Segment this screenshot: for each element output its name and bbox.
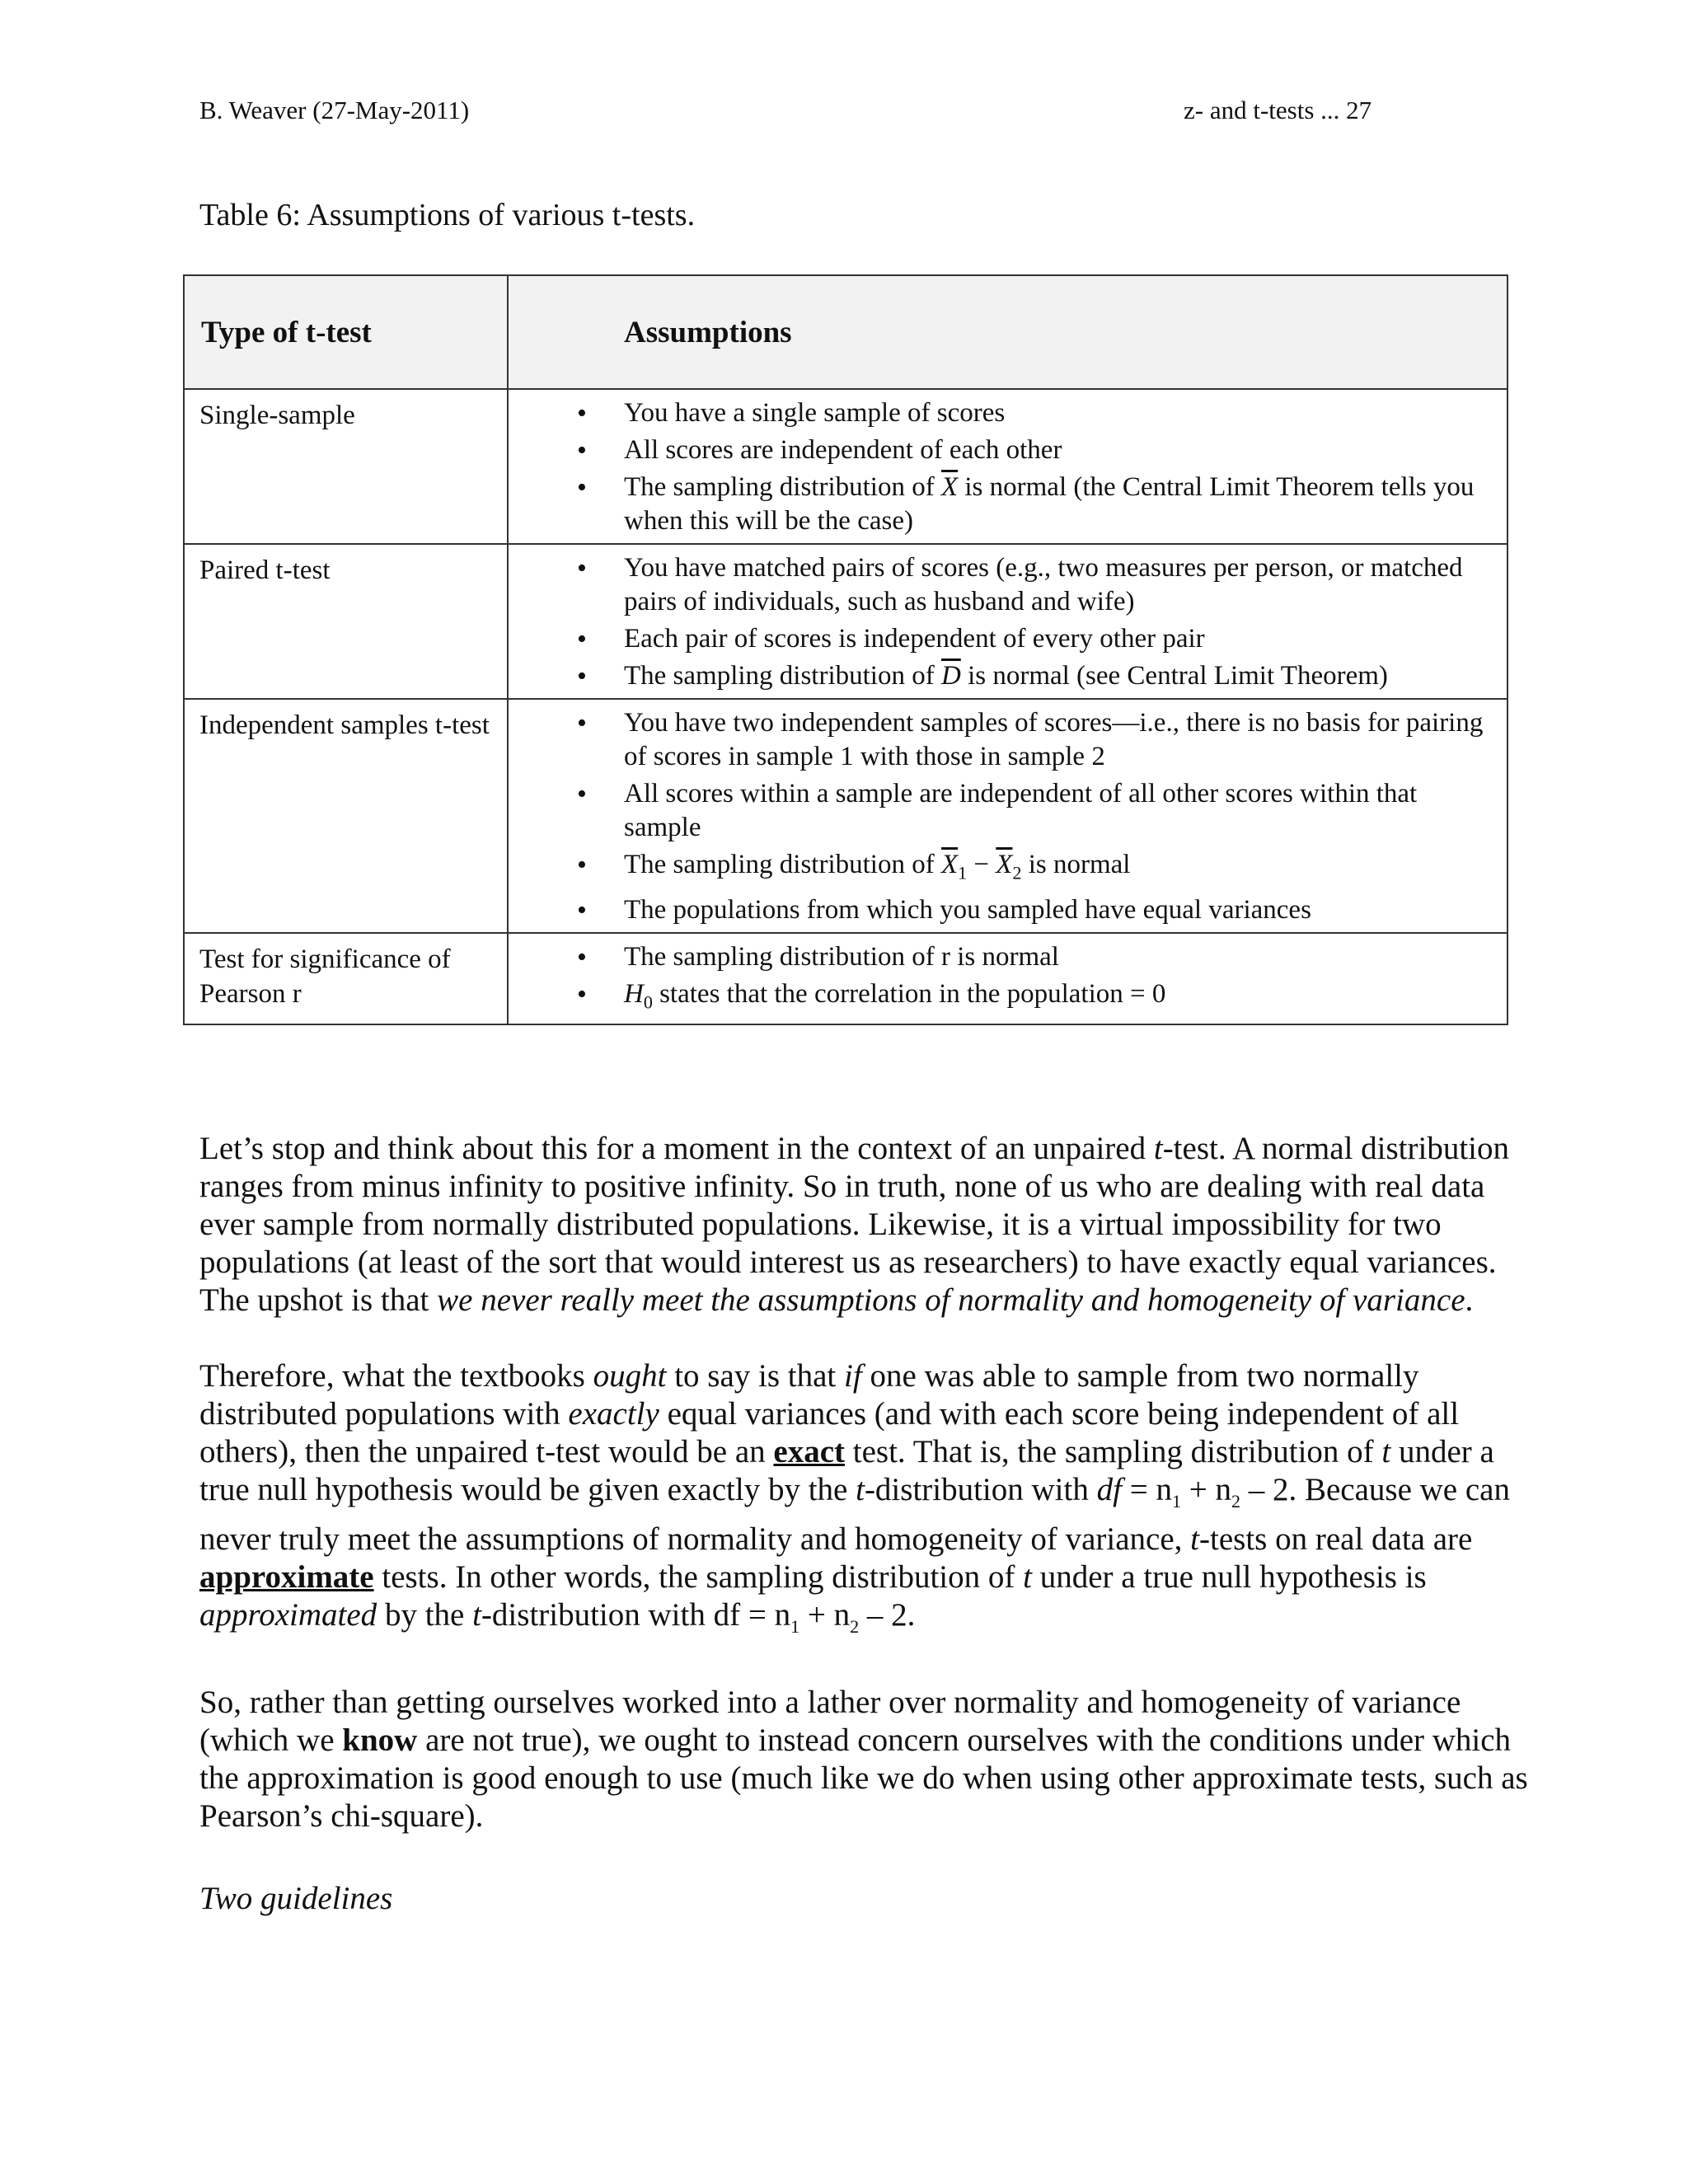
text-run: t [1190,1521,1200,1557]
test-type-cell: Single-sample [184,389,508,544]
column-header-type: Type of t-test [184,275,508,389]
text-run: -test. A normal distribution ranges from minus infinity to positive infinity. So in truth, none of us who are dealing with real data ever sample from normally distributed populations. Likewise, it is a virtual impossibility for two populations (at least of the sort that would interest us as researchers) to have exactly equal variances. The upshot is that [199,1131,1510,1318]
text-run: under a true null hypothesis is [1031,1558,1427,1595]
text-run: ought [593,1358,667,1394]
text-run: . [1465,1282,1474,1318]
text-run: t [472,1596,481,1633]
text-run: + n [1180,1472,1231,1507]
assumption-text: The sampling distribution of [624,661,941,691]
assumption-item [509,977,1489,1019]
text-run: 2 [850,1615,860,1637]
text-run: under a true null hypothesis would be given exactly by the [199,1434,1494,1507]
text-run: t [1023,1558,1032,1595]
text-run: t [856,1472,865,1507]
assumption-text: The sampling distribution of [624,850,941,879]
subscript: 1 [958,862,968,883]
assumption-item: • All scores are independent of each other [509,434,1489,467]
x2-bar-symbol: $\overline{X}$ [996,850,1013,879]
text-run: df [1096,1472,1122,1507]
column-header-assumptions: Assumptions [508,275,1507,389]
assumptions-cell [508,544,1507,699]
assumption-text: is normal (the Central Limit Theorem tells you when this will be the case) [624,472,1475,536]
test-type-cell: Test for significance of Pearson r [184,933,508,1025]
assumption-text: is normal [1021,850,1131,879]
assumption-item: • The sampling distribution of r is normal [509,940,1489,974]
assumptions-cell [508,699,1507,933]
x-bar-symbol: $\overline{X}$ [940,472,959,502]
test-type-cell: Independent samples t-test [184,699,508,933]
paragraph-unpaired-t-test [199,1130,1535,1319]
text-run: test. That is, the sampling distribution of [845,1434,1382,1469]
text-run: to say is that [666,1358,845,1394]
text-run: = n [1121,1472,1172,1507]
assumptions-table [183,274,1508,1025]
text-run: tests. In other words, the sampling distribution of [373,1558,1024,1595]
text-run: by the [377,1596,473,1633]
table-row [184,699,1507,933]
running-header-title-page: z- and t-tests ... 27 [1184,96,1372,124]
x1-bar-symbol: $\overline{X}$ [940,850,959,879]
text-run: if [844,1358,862,1394]
subscript: 2 [1012,862,1022,883]
text-run: we never really meet the assumptions of normality and homogeneity of variance [437,1282,1465,1318]
paragraph-approximation [199,1684,1535,1835]
assumption-item: • The populations from which you sampled have equal variances [509,893,1489,927]
section-heading-two-guidelines: Two guidelines [199,1881,393,1916]
assumption-item: • You have two independent samples of scores—i.e., there is no basis for pairing of scores in sample 1 with those in sample 2 [509,706,1489,774]
paragraph-textbooks [199,1357,1535,1646]
assumption-text: The sampling distribution of [624,472,941,502]
body-text [199,1130,1535,1873]
text-run: – 2. [859,1596,916,1633]
test-type-cell: Paired t-test [184,544,508,699]
assumptions-cell [508,389,1507,544]
text-run: + n [799,1596,851,1633]
text-run: Therefore, what the textbooks [199,1358,593,1394]
table-row [184,544,1507,699]
d-bar-symbol: $\overline{D}$ [940,661,961,691]
text-run: -tests on real data are [1199,1521,1473,1557]
text-run: So, rather than getting ourselves worked into a lather over normality and homogeneity of variance (which we [199,1684,1461,1758]
assumption-item: • Each pair of scores is independent of every other pair [509,622,1489,656]
running-header-author: B. Weaver (27-May-2011) [199,96,470,124]
text-run: -distribution with [864,1472,1097,1507]
text-run: know [342,1722,418,1758]
text-run: 2 [1231,1490,1240,1511]
text-run: 1 [790,1615,800,1637]
text-run: – 2. Because we can never truly meet the assumptions of normality and homogeneity of variance, [199,1472,1510,1557]
text-run: exactly [568,1396,659,1432]
text-run: 1 [1171,1490,1181,1511]
assumption-text: states that the correlation in the population = 0 [652,978,1166,1009]
assumption-item: • You have a single sample of scores [509,396,1489,430]
assumption-item: • All scores within a sample are independent of all other scores within that sample [509,777,1489,845]
assumption-item [509,471,1489,538]
minus-sign: − [967,850,996,879]
text-run: equal variances (and with each score being independent of all others), then the unpaired t-test would be an [199,1396,1460,1469]
assumption-item: • You have matched pairs of scores (e.g., two measures per person, or matched pairs of individuals, such as husband and wife) [509,551,1489,619]
text-run: t [1381,1434,1391,1469]
text-run: are not true), we ought to instead concern ourselves with the conditions under which the approximation is good enough to use (much like we do when using other approximate tests, such as Pearson’s chi-square). [199,1722,1528,1834]
assumption-text: is normal (see Central Limit Theorem) [960,661,1388,691]
text-run: approximate [199,1558,374,1595]
subscript: 0 [643,991,653,1013]
text-run: approximated [199,1596,377,1633]
text-run: Let’s stop and think about this for a moment in the context of an unpaired [199,1131,1154,1166]
assumption-item [509,848,1489,890]
table-header-row [184,275,1507,389]
text-run: t [1153,1131,1163,1166]
table-caption: Table 6: Assumptions of various t-tests. [199,198,696,232]
assumption-item [509,659,1489,693]
assumptions-cell [508,933,1507,1025]
h0-symbol: H [624,978,644,1009]
text-run: exact [773,1434,845,1469]
text-run: -distribution with df = n [481,1596,791,1633]
table-row [184,389,1507,544]
text-run: one was able to sample from two normally distributed populations with [199,1358,1419,1432]
table-row [184,933,1507,1025]
